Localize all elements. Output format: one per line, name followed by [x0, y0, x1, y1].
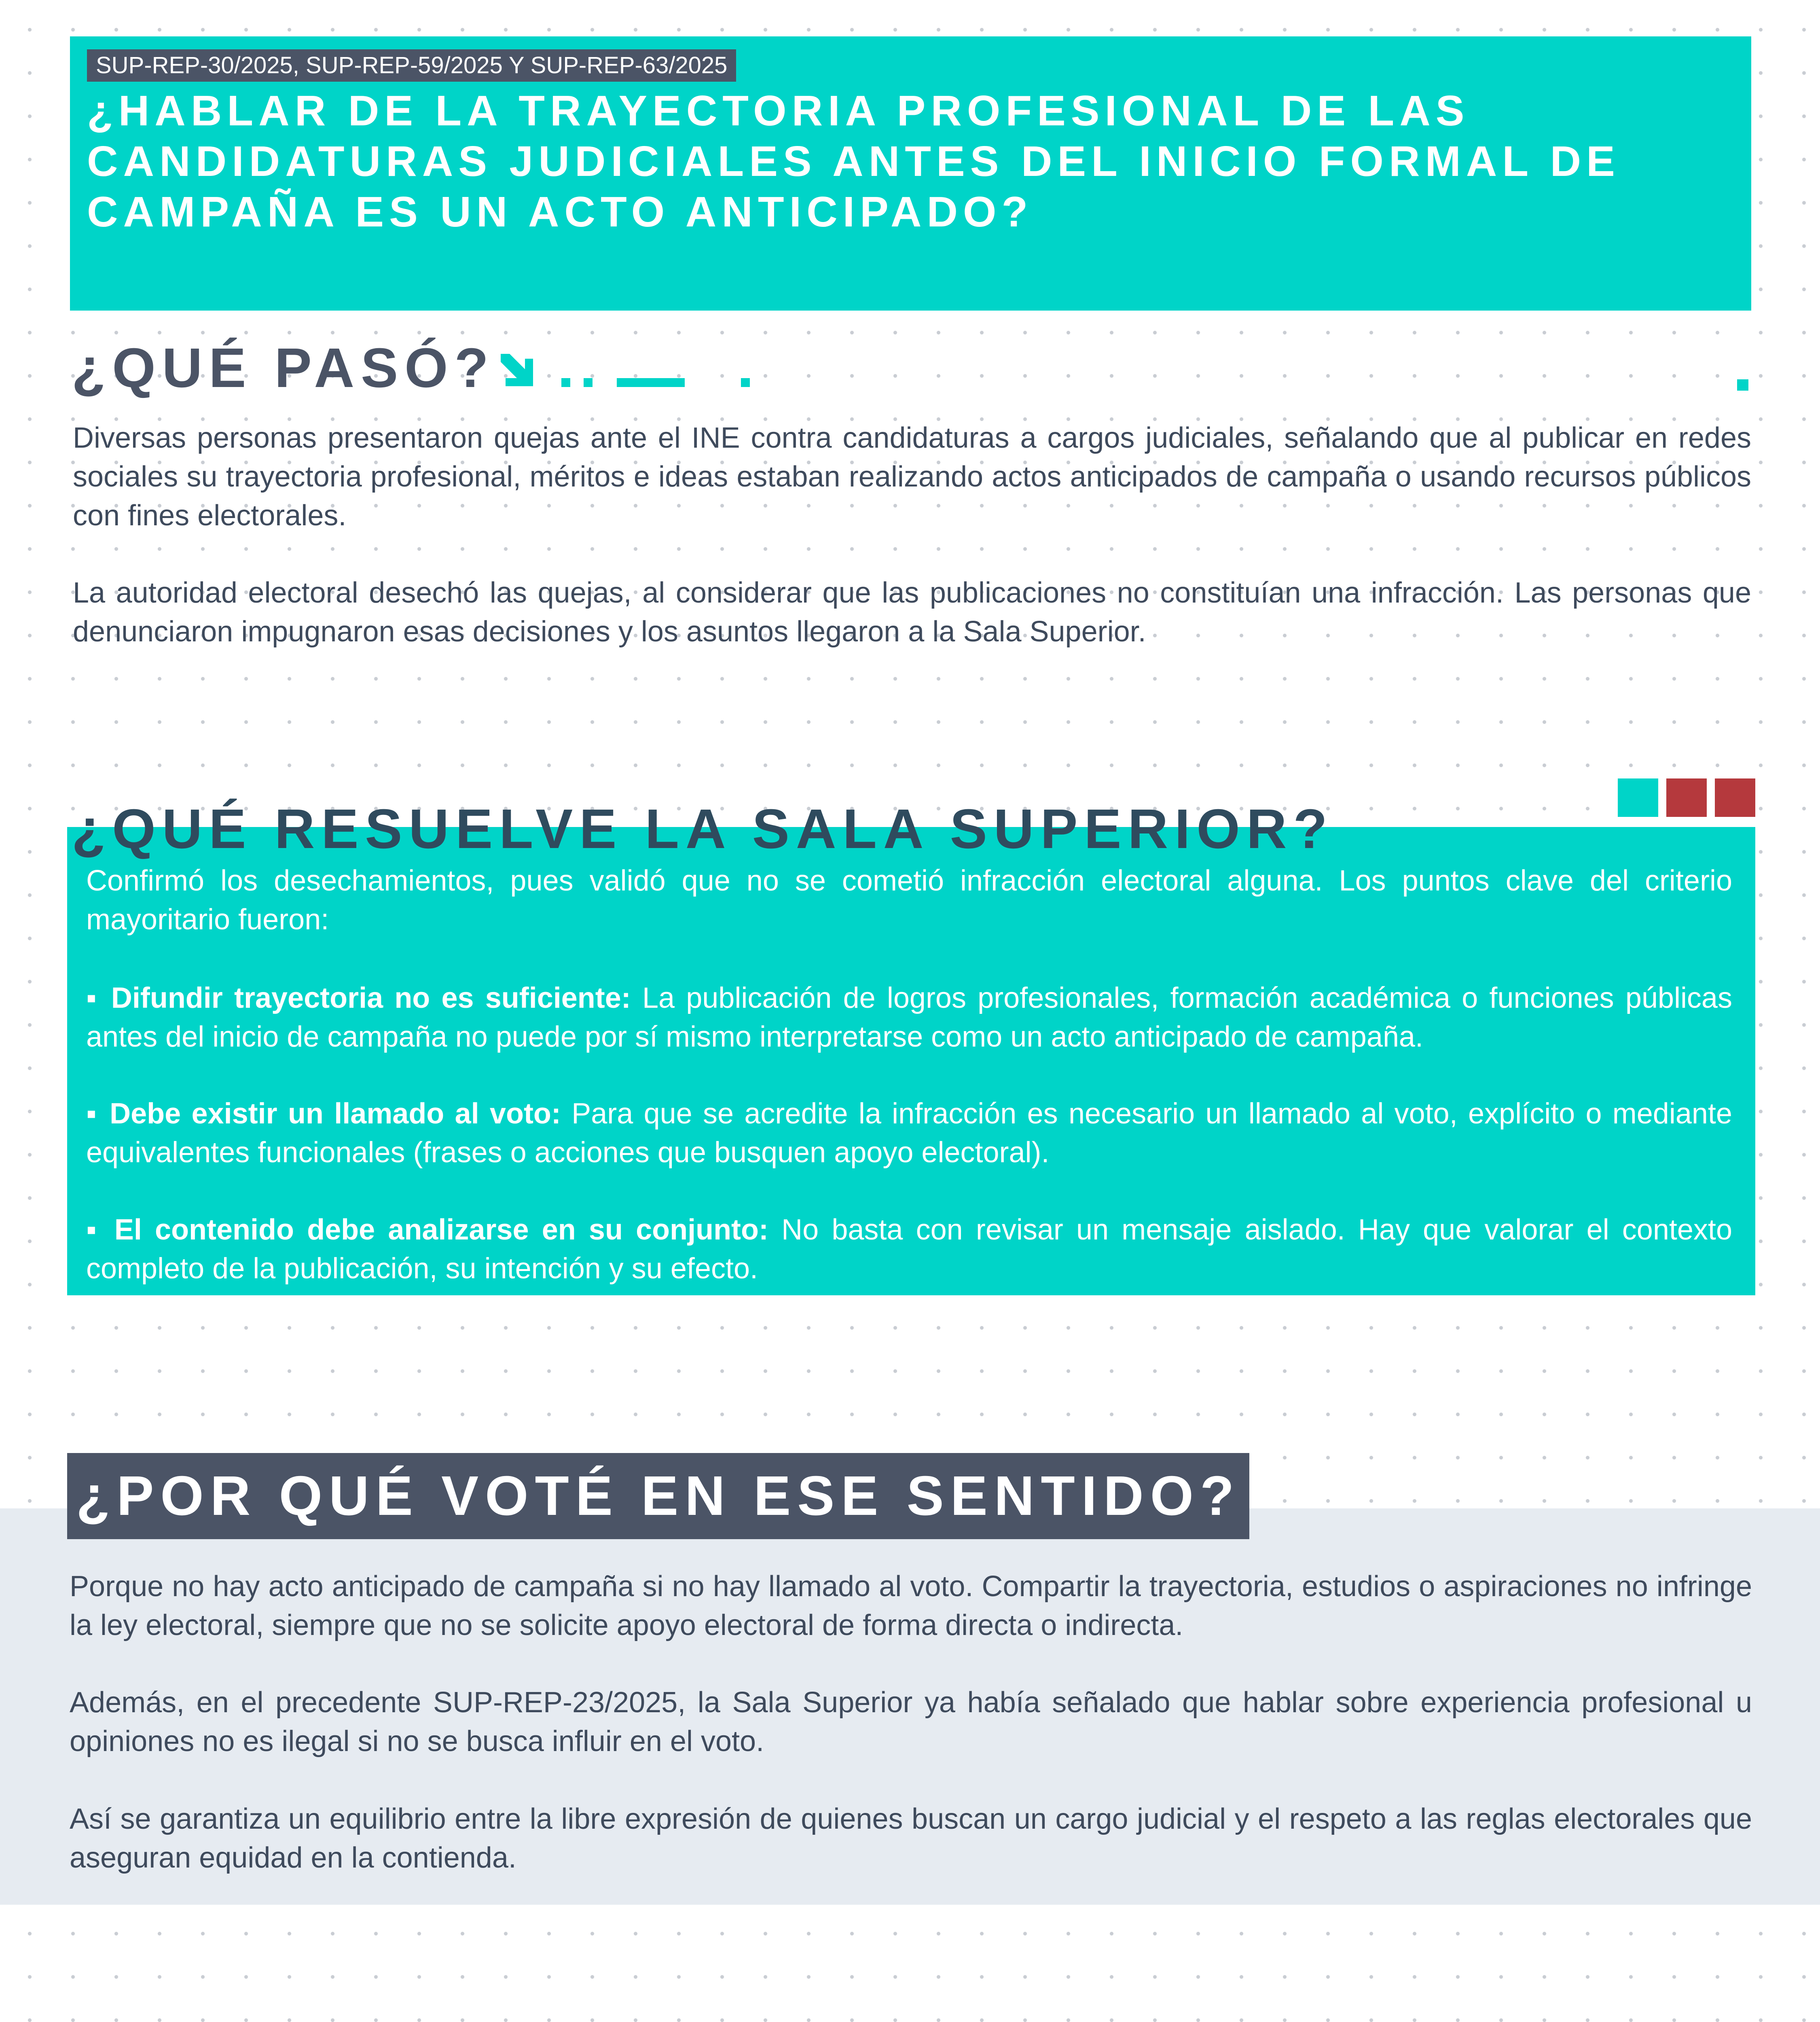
section-title-que-paso: ¿QUÉ PASÓ?: [72, 337, 495, 399]
page-title: ¿HABLAR DE LA TRAYECTORIA PROFESIONAL DE LAS CANDIDATURAS JUDICIALES ANTES DEL INICIO FORMAL DE CAMPAÑA ES UN ACTO ANTICIPADO?: [87, 87, 1620, 236]
bullet-marker: ▪: [86, 982, 100, 1014]
bullet-lead: El contenido debe analizarse en su conjunto:: [114, 1214, 768, 1246]
bullet-text: Para que se acredite la infracción es necesario un llamado al voto, explícito o mediante equivalentes funcionales (frases o acciones que busquen apoyo electoral).: [86, 1098, 1732, 1169]
section-title-que-resuelve: ¿QUÉ RESUELVE LA SALA SUPERIOR?: [72, 798, 1334, 860]
bullet-marker: ▪: [86, 1214, 102, 1246]
bullet-lead: Difundir trayectoria no es suficiente:: [111, 982, 631, 1014]
squares-decoration-icon: [1618, 778, 1755, 817]
section-title-box: [67, 1453, 1249, 1539]
section2-intro: Confirmó los desechamientos, pues validó que no se cometió infracción electoral alguna. Los puntos clave del criterio mayoritario fueron:: [86, 865, 1732, 936]
section3-paragraph-2: Además, en el precedente SUP-REP-23/2025, la Sala Superior ya había señalado que hablar sobre experiencia profesional u opiniones no es ilegal si no se busca influir en el voto.: [70, 1686, 1752, 1758]
bullet-text: La publicación de logros profesionales, formación académica o funciones públicas antes del inicio de campaña no puede por sí mismo interpretarse como un acto anticipado de campaña.: [86, 982, 1732, 1053]
section-title-por-que-vote: ¿POR QUÉ VOTÉ EN ESE SENTIDO?: [76, 1465, 1241, 1527]
decorative-square: [1737, 379, 1748, 391]
section1-paragraph-1: Diversas personas presentaron quejas ante el INE contra candidaturas a cargos judiciales, señalando que al publicar en redes sociales su trayectoria profesional, méritos e ideas estaban realizando actos anticipados de campaña o usando recursos públicos con fines electorales.: [73, 422, 1751, 532]
section3-paragraph-3: Así se garantiza un equilibrio entre la libre expresión de quienes buscan un cargo judicial y el respeto a las reglas electorales que aseguran equidad en la contienda.: [70, 1803, 1752, 1874]
arrow-dash-decoration-icon: [501, 354, 764, 394]
bullet-lead: Debe existir un llamado al voto:: [110, 1098, 561, 1130]
section3-paragraph-1: Porque no hay acto anticipado de campaña si no hay llamado al voto. Compartir la trayectoria, estudios o aspiraciones no infringe la ley electoral, siempre que no se solicite apoyo electoral de forma directa o indirecta.: [70, 1570, 1752, 1641]
list-item: [86, 1210, 1732, 1288]
case-tag: SUP-REP-30/2025, SUP-REP-59/2025 Y SUP-REP-63/2025: [87, 49, 736, 82]
bullet-text: No basta con revisar un mensaje aislado. Hay que valorar el contexto completo de la publicación, su intención y su efecto.: [86, 1214, 1732, 1285]
list-item: [86, 979, 1732, 1056]
bullet-marker: ▪: [86, 1098, 99, 1130]
list-item: [86, 1094, 1732, 1172]
section1-paragraph-2: La autoridad electoral desechó las quejas, al considerar que las publicaciones no constituían una infracción. Las personas que denunciaron impugnaron esas decisiones y los asuntos llegaron a la Sala Superior.: [73, 577, 1751, 648]
